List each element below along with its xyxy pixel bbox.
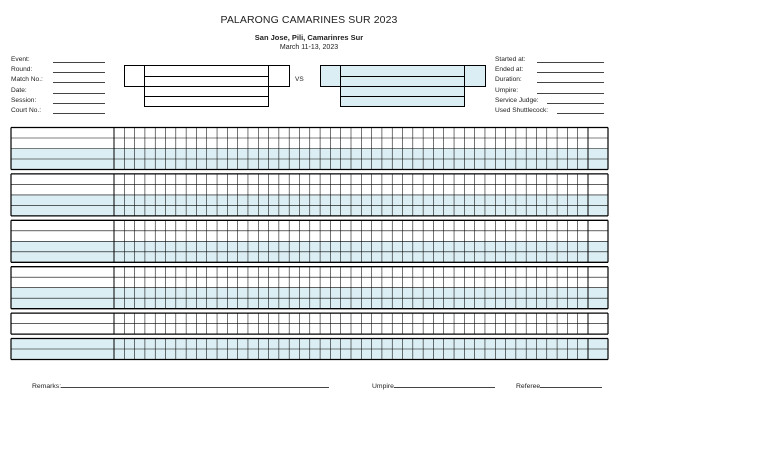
umpire-signature-line — [372, 381, 495, 390]
vs-label: VS — [295, 76, 304, 83]
umpire-signature-label: Umpire — [372, 383, 394, 390]
round-label: Round: — [11, 66, 33, 74]
umpire-signature-input[interactable] — [394, 381, 495, 388]
referee-signature-input[interactable] — [540, 381, 602, 388]
session-label: Session: — [11, 96, 37, 104]
umpire-label: Umpire: — [495, 86, 519, 94]
court-no-label: Court No.: — [11, 107, 42, 115]
duration-label: Duration: — [495, 76, 522, 84]
date-label: Date: — [11, 86, 27, 94]
event-dates: March 11-13, 2023 — [279, 44, 339, 51]
started-at-label: Started at: — [495, 56, 526, 63]
venue-subtitle: San Jose, Pili, Camarinres Sur — [254, 33, 364, 42]
used-shuttlecock-label: Used Shuttlecock: — [495, 107, 549, 115]
event-label: Event: — [11, 56, 30, 63]
sheet-title: PALARONG CAMARINES SUR 2023 — [220, 14, 398, 26]
match-no-label: Match No.: — [11, 76, 43, 84]
referee-signature-label: Referee — [516, 383, 541, 390]
remarks-line — [32, 381, 329, 390]
remarks-input[interactable] — [61, 381, 329, 388]
service-judge-label: Service Judge: — [495, 96, 539, 104]
referee-signature-line — [516, 381, 602, 390]
ended-at-label: Ended at: — [495, 66, 524, 74]
remarks-label: Remarks: — [32, 383, 62, 390]
